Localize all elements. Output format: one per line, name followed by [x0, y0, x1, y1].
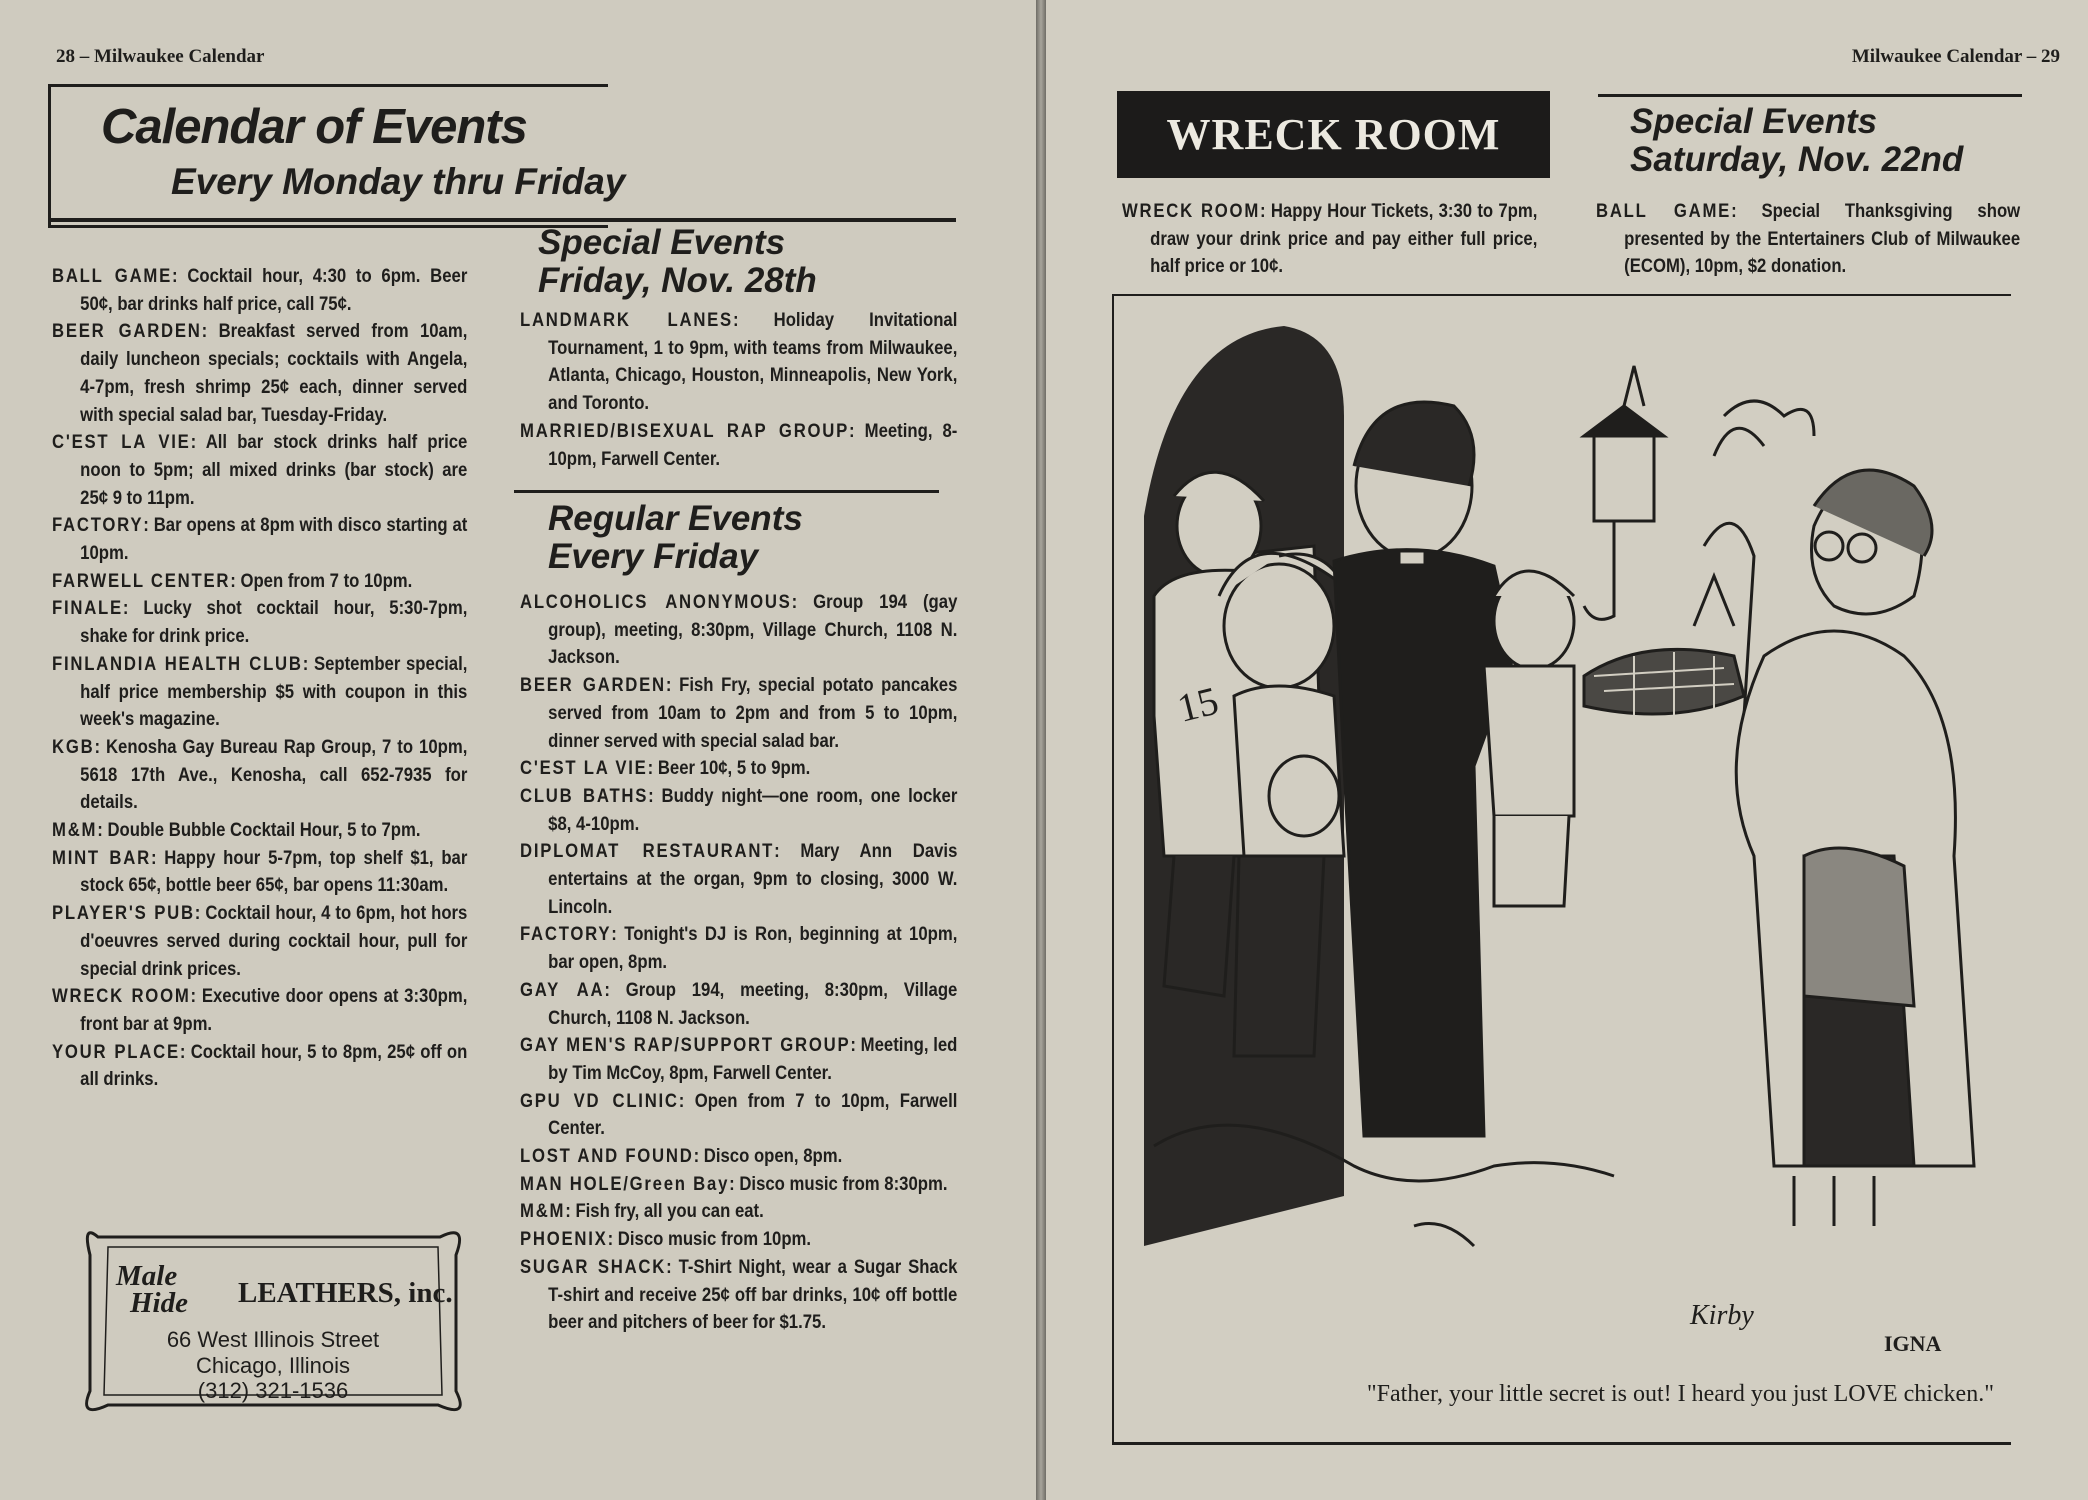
saturday-rule [1598, 94, 2022, 97]
jersey-number: 15 [1172, 677, 1223, 731]
entry-text: Cocktail hour, 4:30 to 6pm. Beer 50¢, bar drinks half price, call 75¢. [80, 266, 468, 315]
event-entry: KGB: Kenosha Gay Bureau Rap Group, 7 to 10pm, 5618 17th Ave., Kenosha, call 652-7935 for details. [52, 736, 468, 814]
event-entry: BALL GAME: Cocktail hour, 4:30 to 6pm. Beer 50¢, bar drinks half price, call 75¢. [52, 266, 468, 315]
entry-name: KGB [52, 736, 95, 758]
event-entry: BEER GARDEN: Breakfast served from 10am, daily luncheon specials; cocktails with Angela, 4-7pm, fresh shrimp 25¢ each, dinner served with special salad bar, Tuesday-Friday. [52, 321, 468, 426]
entry-text: Disco open, 8pm. [703, 1146, 843, 1168]
event-entry: YOUR PLACE: Cocktail hour, 5 to 8pm, 25¢ off on all drinks. [52, 1041, 468, 1091]
entry-text: Lucky shot cocktail hour, 5:30-7pm, shake for drink price. [80, 598, 468, 648]
entry-text: Holiday Invitational Tournament, 1 to 9pm, with teams from Milwaukee, Atlanta, Chicago, Houston, Minneapolis, New York, and Toronto. [548, 310, 958, 415]
ad-company: LEATHERS, inc. [238, 1277, 453, 1309]
ad-phone: (312) 321-1536 [197, 1378, 349, 1403]
event-entry: ALCOHOLICS ANONYMOUS: Group 194 (gay group), meeting, 8:30pm, Village Church, 1108 N. Jackson. [520, 592, 958, 669]
entry-name: MAN HOLE/Green Bay [520, 1173, 730, 1195]
entry-text: Special Thanksgiving show presented by the Entertainers Club of Milwaukee (ECOM), 10pm, $2 donation. [1624, 201, 2021, 278]
event-entry: C'EST LA VIE: Beer 10¢, 5 to 9pm. [520, 758, 811, 780]
entry-name: BEER GARDEN [52, 321, 202, 343]
entry-name: FACTORY [520, 924, 612, 946]
entry-name: LOST AND FOUND [520, 1146, 694, 1168]
entry-name: FARWELL CENTER [52, 570, 231, 592]
cartoon-panel [1112, 294, 2011, 1445]
event-entry: BEER GARDEN: Fish Fry, special potato pancakes served from 10am to 2pm and from 5 to 10pm, dinner served with special salad bar. [520, 675, 958, 752]
entry-name: GAY AA [520, 979, 605, 1001]
event-entry: FINALE: Lucky shot cocktail hour, 5:30-7pm, shake for drink price. [52, 598, 468, 648]
entry-name: LANDMARK LANES [520, 310, 733, 331]
wreck-room-banner: WRECK ROOM [1117, 91, 1550, 178]
entry-text: Fish fry, all you can eat. [575, 1201, 764, 1223]
event-entry: WRECK ROOM: Executive door opens at 3:30pm, front bar at 9pm. [52, 986, 468, 1035]
entry-text: Group 194, meeting, 8:30pm, Village Church, 1108 N. Jackson. [548, 979, 958, 1029]
entry-text: All bar stock drinks half price noon to 5pm; all mixed drinks (bar stock) are 25¢ 9 to 11pm. [80, 432, 468, 509]
right-page [1046, 0, 2088, 1500]
ad-brand: Male Hide [116, 1260, 188, 1319]
left-page [0, 0, 1036, 1500]
entry-name: DIPLOMAT RESTAURANT [520, 841, 775, 863]
entry-text: Open from 7 to 10pm, Farwell Center. [548, 1090, 958, 1140]
entry-name: CLUB BATHS [520, 785, 649, 807]
event-entry: MARRIED/BISEXUAL RAP GROUP: Meeting, 8-10pm, Farwell Center. [520, 420, 958, 470]
entry-name: C'EST LA VIE [520, 758, 648, 780]
event-entry: LANDMARK LANES: Holiday Invitational Tournament, 1 to 9pm, with teams from Milwaukee, Atlanta, Chicago, Houston, Minneapolis, New York, and Toronto. [520, 310, 958, 415]
entry-name: FACTORY [52, 515, 144, 537]
entry-text: Disco music from 8:30pm. [739, 1173, 948, 1195]
special-friday-title: Special Events Friday, Nov. 28th [538, 223, 817, 300]
entry-text: Breakfast served from 10am, daily luncheon specials; cocktails with Angela, 4-7pm, fresh shrimp 25¢ each, dinner served with special salad bar, Tuesday-Friday. [80, 321, 468, 426]
entry-name: PHOENIX [520, 1229, 608, 1251]
entry-name: PLAYER'S PUB [52, 903, 195, 925]
artist-signature: Kirby [1690, 1300, 1754, 1331]
event-entry: PLAYER'S PUB: Cocktail hour, 4 to 6pm, hot hors d'oeuvres served during cocktail hour, pull for special drink prices. [52, 903, 468, 980]
header-rule [48, 218, 956, 222]
weekday-events-column [52, 263, 467, 1094]
event-entry: FARWELL CENTER: Open from 7 to 10pm. [52, 570, 413, 592]
cartoon-illustration [1114, 296, 2009, 1440]
ball-game-entry: BALL GAME: Special Thanksgiving show presented by the Entertainers Club of Milwaukee (ECOM), 10pm, $2 donation. [1596, 201, 2021, 278]
entry-name: MARRIED/BISEXUAL RAP GROUP [520, 420, 850, 442]
entry-text: Group 194 (gay group), meeting, 8:30pm, Village Church, 1108 N. Jackson. [548, 592, 958, 669]
entry-name: FINALE [52, 598, 123, 620]
event-entry: LOST AND FOUND: Disco open, 8pm. [520, 1146, 843, 1168]
calendar-header [48, 84, 626, 228]
running-head-right: Milwaukee Calendar – 29 [1851, 46, 2060, 67]
entry-name: BALL GAME [52, 266, 173, 287]
entry-text: Disco music from 10pm. [617, 1229, 812, 1251]
event-entry: SUGAR SHACK: T-Shirt Night, wear a Sugar Shack T-shirt and receive 25¢ off bar drinks, 10¢ off bottle beer and pitchers of beer for $1.75. [520, 1256, 958, 1334]
male-hide-leathers-ad [68, 1215, 478, 1425]
entry-text: Buddy night—one room, one locker $8, 4-10pm. [548, 785, 958, 835]
entry-text: Meeting, led by Tim McCoy, 8pm, Farwell Center. [548, 1035, 958, 1084]
event-entry: CLUB BATHS: Buddy night—one room, one locker $8, 4-10pm. [520, 785, 958, 835]
event-entry: M&M: Double Bubble Cocktail Hour, 5 to 7pm. [52, 820, 421, 842]
entry-text: Happy hour 5-7pm, top shelf $1, bar stock 65¢, bottle beer 65¢, bar opens 11:30am. [80, 847, 468, 897]
special-friday-events [520, 307, 957, 473]
entry-text: Fish Fry, special potato pancakes served from 10am to 2pm and from 5 to 10pm, dinner served with special salad bar. [548, 675, 958, 752]
calendar-subtitle: Every Monday thru Friday [171, 161, 626, 202]
entry-name: GAY MEN'S RAP/SUPPORT GROUP [520, 1035, 851, 1057]
entry-text: Mary Ann Davis entertains at the organ, 9pm to closing, 3000 W. Lincoln. [548, 841, 958, 918]
entry-text: Beer 10¢, 5 to 9pm. [657, 758, 811, 780]
entry-text: Executive door opens at 3:30pm, front bar at 9pm. [80, 986, 468, 1035]
entry-name: ALCOHOLICS ANONYMOUS [520, 592, 792, 613]
entry-text: T-Shirt Night, wear a Sugar Shack T-shirt and receive 25¢ off bar drinks, 10¢ off bottle beer and pitchers of beer for $1.75. [548, 1256, 958, 1334]
ad-city: Chicago, Illinois [195, 1353, 351, 1378]
entry-text: Tonight's DJ is Ron, beginning at 10pm, bar open, 8pm. [548, 924, 958, 974]
entry-name: SUGAR SHACK [520, 1256, 667, 1278]
event-entry: MINT BAR: Happy hour 5-7pm, top shelf $1, bar stock 65¢, bottle beer 65¢, bar opens 11:30am. [52, 847, 468, 897]
event-entry: C'EST LA VIE: All bar stock drinks half price noon to 5pm; all mixed drinks (bar stock) are 25¢ 9 to 11pm. [52, 432, 468, 509]
event-entry: GPU VD CLINIC: Open from 7 to 10pm, Farwell Center. [520, 1090, 958, 1140]
event-entry: DIPLOMAT RESTAURANT: Mary Ann Davis entertains at the organ, 9pm to closing, 3000 W. Lincoln. [520, 841, 958, 918]
regular-friday-events [520, 589, 957, 1337]
entry-name: BEER GARDEN [520, 675, 666, 697]
regular-friday-title: Regular Events Every Friday [548, 499, 803, 576]
entry-text: Happy Hour Tickets, 3:30 to 7pm, draw your drink price and pay either full price, half price or 10¢. [1150, 201, 1538, 278]
entry-text: Meeting, 8-10pm, Farwell Center. [548, 420, 958, 470]
event-entry: FINLANDIA HEALTH CLUB: September special, half price membership $5 with coupon in this week's magazine. [52, 653, 468, 731]
event-entry: FACTORY: Tonight's DJ is Ron, beginning at 10pm, bar open, 8pm. [520, 924, 958, 974]
entry-text: Double Bubble Cocktail Hour, 5 to 7pm. [107, 820, 421, 842]
entry-text: Cocktail hour, 5 to 8pm, 25¢ off on all drinks. [80, 1041, 468, 1091]
event-entry: M&M: Fish fry, all you can eat. [520, 1201, 764, 1223]
event-entry: MAN HOLE/Green Bay: Disco music from 8:30pm. [520, 1173, 948, 1195]
wreck-room-entry: WRECK ROOM: Happy Hour Tickets, 3:30 to 7pm, draw your drink price and pay either full price, half price or 10¢. [1122, 201, 1538, 278]
calendar-title: Calendar of Events [101, 100, 527, 154]
entry-text: Open from 7 to 10pm. [240, 570, 413, 592]
agency-credit: IGNA [1884, 1331, 1942, 1356]
entry-name: MINT BAR [52, 847, 151, 869]
entry-name: YOUR PLACE [52, 1041, 180, 1063]
entry-text: Cocktail hour, 4 to 6pm, hot hors d'oeuvres served during cocktail hour, pull for special drink prices. [80, 903, 468, 980]
entry-name: C'EST LA VIE [52, 432, 191, 454]
entry-name: WRECK ROOM [1122, 201, 1261, 222]
entry-name: GPU VD CLINIC [520, 1090, 679, 1112]
event-entry: GAY MEN'S RAP/SUPPORT GROUP: Meeting, led by Tim McCoy, 8pm, Farwell Center. [520, 1035, 958, 1084]
section-rule [514, 490, 939, 493]
entry-name: M&M [520, 1201, 566, 1223]
entry-text: Kenosha Gay Bureau Rap Group, 7 to 10pm, 5618 17th Ave., Kenosha, call 652-7935 for details. [80, 736, 468, 814]
event-entry: FACTORY: Bar opens at 8pm with disco starting at 10pm. [52, 515, 468, 565]
entry-text: Bar opens at 8pm with disco starting at 10pm. [80, 515, 468, 565]
ad-address: 66 West Illinois Street [166, 1327, 380, 1352]
running-head-left: 28 – Milwaukee Calendar [56, 46, 265, 67]
special-saturday-title: Special Events Saturday, Nov. 22nd [1630, 102, 1964, 179]
entry-name: WRECK ROOM [52, 986, 191, 1008]
entry-name: FINLANDIA HEALTH CLUB [52, 653, 303, 675]
event-entry: GAY AA: Group 194, meeting, 8:30pm, Village Church, 1108 N. Jackson. [520, 979, 958, 1029]
entry-name: M&M [52, 820, 98, 842]
event-entry: PHOENIX: Disco music from 10pm. [520, 1229, 812, 1251]
entry-text: September special, half price membership $5 with coupon in this week's magazine. [80, 653, 468, 731]
cartoon-caption: "Father, your little secret is out! I heard you just LOVE chicken." [1366, 1381, 1994, 1407]
entry-name: BALL GAME [1596, 201, 1732, 222]
page-gutter [1036, 0, 1046, 1500]
